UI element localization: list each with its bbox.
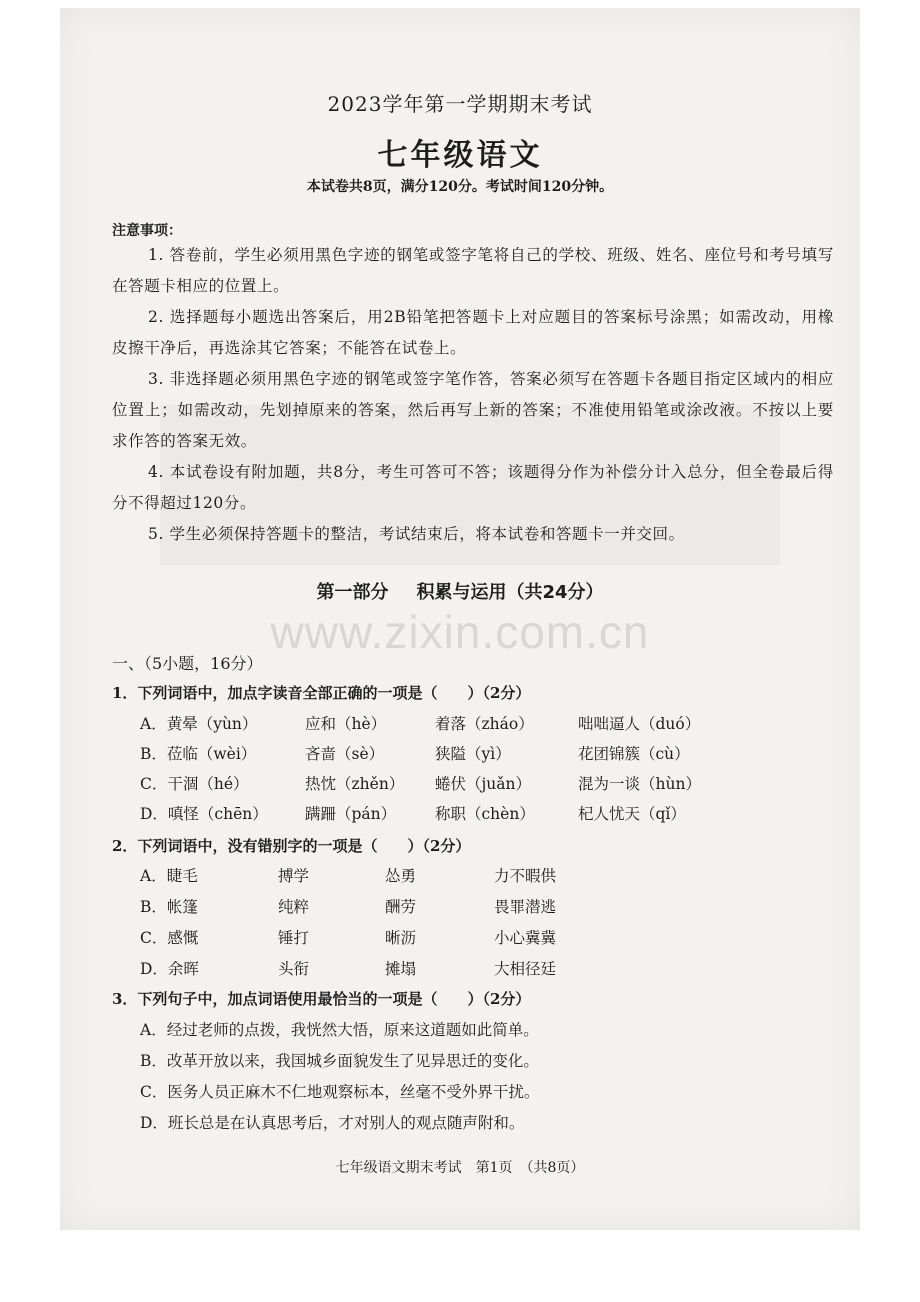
- q2-option: 畏罪潜逃: [494, 898, 557, 916]
- q1-option: 杞人忧天（qǐ）: [578, 805, 686, 823]
- q1-option: B．莅临（wèi）: [140, 745, 257, 763]
- exam-title: 2023学年第一学期期末考试: [327, 92, 593, 116]
- q2-option: 摊塌: [385, 960, 417, 978]
- q1-option: A．黄晕（yùn）: [140, 715, 258, 733]
- q2-option: 头衔: [278, 960, 310, 978]
- q1-option: C．干涸（hé）: [140, 775, 249, 793]
- q1-option: 着落（zháo）: [435, 715, 534, 733]
- notice-item: 5. 学生必须保持答题卡的整洁，考试结束后，将本试卷和答题卡一并交回。: [148, 525, 685, 543]
- watermark: www.zixin.com.cn: [270, 606, 650, 658]
- question-2-stem: 2．下列词语中，没有错别字的一项是（ ）（2分）: [112, 837, 471, 855]
- page-footer: 七年级语文期末考试 第1页 （共8页）: [335, 1160, 585, 1176]
- q3-option: A．经过老师的点拨，我恍然大悟，原来这道题如此简单。: [140, 1021, 539, 1039]
- q2-option: 酬劳: [385, 898, 417, 916]
- q1-option: 热忱（zhěn）: [305, 775, 405, 793]
- q2-option: 纯粹: [278, 898, 310, 916]
- notice-heading: 注意事项：: [112, 223, 182, 239]
- q1-option: 蹒跚（pán）: [305, 805, 397, 823]
- part-title: 积累与运用（共24分）: [416, 582, 604, 603]
- part-heading: [0, 578, 920, 604]
- q3-option: C．医务人员正麻木不仁地观察标本，丝毫不受外界干扰。: [140, 1083, 540, 1101]
- q1-option: 花团锦簇（cù）: [578, 745, 690, 763]
- q2-option: 晰沥: [385, 929, 417, 947]
- q2-option: 大相径廷: [494, 960, 557, 978]
- q2-option: D．余晖: [140, 960, 199, 978]
- q1-option: D．嗔怪（chēn）: [140, 805, 268, 823]
- q3-option: B．改革开放以来，我国城乡面貌发生了见异思迁的变化。: [140, 1052, 539, 1070]
- notice-item: 4. 本试卷设有附加题，共8分，考生可答可不答；该题得分作为补偿分计入总分，但全卷最后得分不得超过120分。: [112, 463, 834, 512]
- q1-option: 吝啬（sè）: [305, 745, 385, 763]
- section-heading: 一、（5小题，16分）: [112, 654, 263, 673]
- subject-title: 七年级语文: [377, 138, 543, 173]
- q1-option: 称职（chèn）: [435, 805, 535, 823]
- q3-option: D．班长总是在认真思考后，才对别人的观点随声附和。: [140, 1114, 525, 1132]
- q1-option: 应和（hè）: [305, 715, 387, 733]
- q2-option: 力不暇供: [494, 867, 557, 885]
- q2-option: 锤打: [278, 929, 310, 947]
- q1-option: 混为一谈（hùn）: [578, 775, 701, 793]
- q1-option: 蜷伏（juǎn）: [435, 775, 532, 793]
- q2-option: 搏学: [278, 867, 310, 885]
- q1-option: 狭隘（yì）: [435, 745, 511, 763]
- q2-option: 怂勇: [385, 867, 417, 885]
- q1-option: 咄咄逼人（duó）: [578, 715, 701, 733]
- question-3-stem: 3．下列句子中，加点词语使用最恰当的一项是（ ）（2分）: [112, 990, 531, 1008]
- q2-option: C．感慨: [140, 929, 199, 947]
- part-label: 第一部分: [316, 582, 389, 603]
- q2-option: 小心冀冀: [494, 929, 557, 947]
- exam-info: 本试卷共8页，满分120分。考试时间120分钟。: [306, 179, 614, 195]
- question-1-stem: 1．下列词语中，加点字读音全部正确的一项是（ ）（2分）: [112, 684, 531, 702]
- notice-list: [112, 240, 834, 550]
- notice-item: 2. 选择题每小题选出答案后，用2B铅笔把答题卡上对应题目的答案标号涂黑；如需改动，用橡皮擦干净后，再选涂其它答案；不能答在试卷上。: [112, 308, 834, 357]
- q2-option: A．睫毛: [140, 867, 198, 885]
- q2-option: B．帐篷: [140, 898, 198, 916]
- notice-item: 3. 非选择题必须用黑色字迹的钢笔或签字笔作答，答案必须写在答题卡各题目指定区域内的相应位置上；如需改动，先划掉原来的答案，然后再写上新的答案；不准使用铅笔或涂改液。不按以上要求作答的答案无效。: [112, 370, 834, 450]
- notice-item: 1. 答卷前，学生必须用黑色字迹的钢笔或签字笔将自己的学校、班级、姓名、座位号和考号填写在答题卡相应的位置上。: [112, 246, 834, 295]
